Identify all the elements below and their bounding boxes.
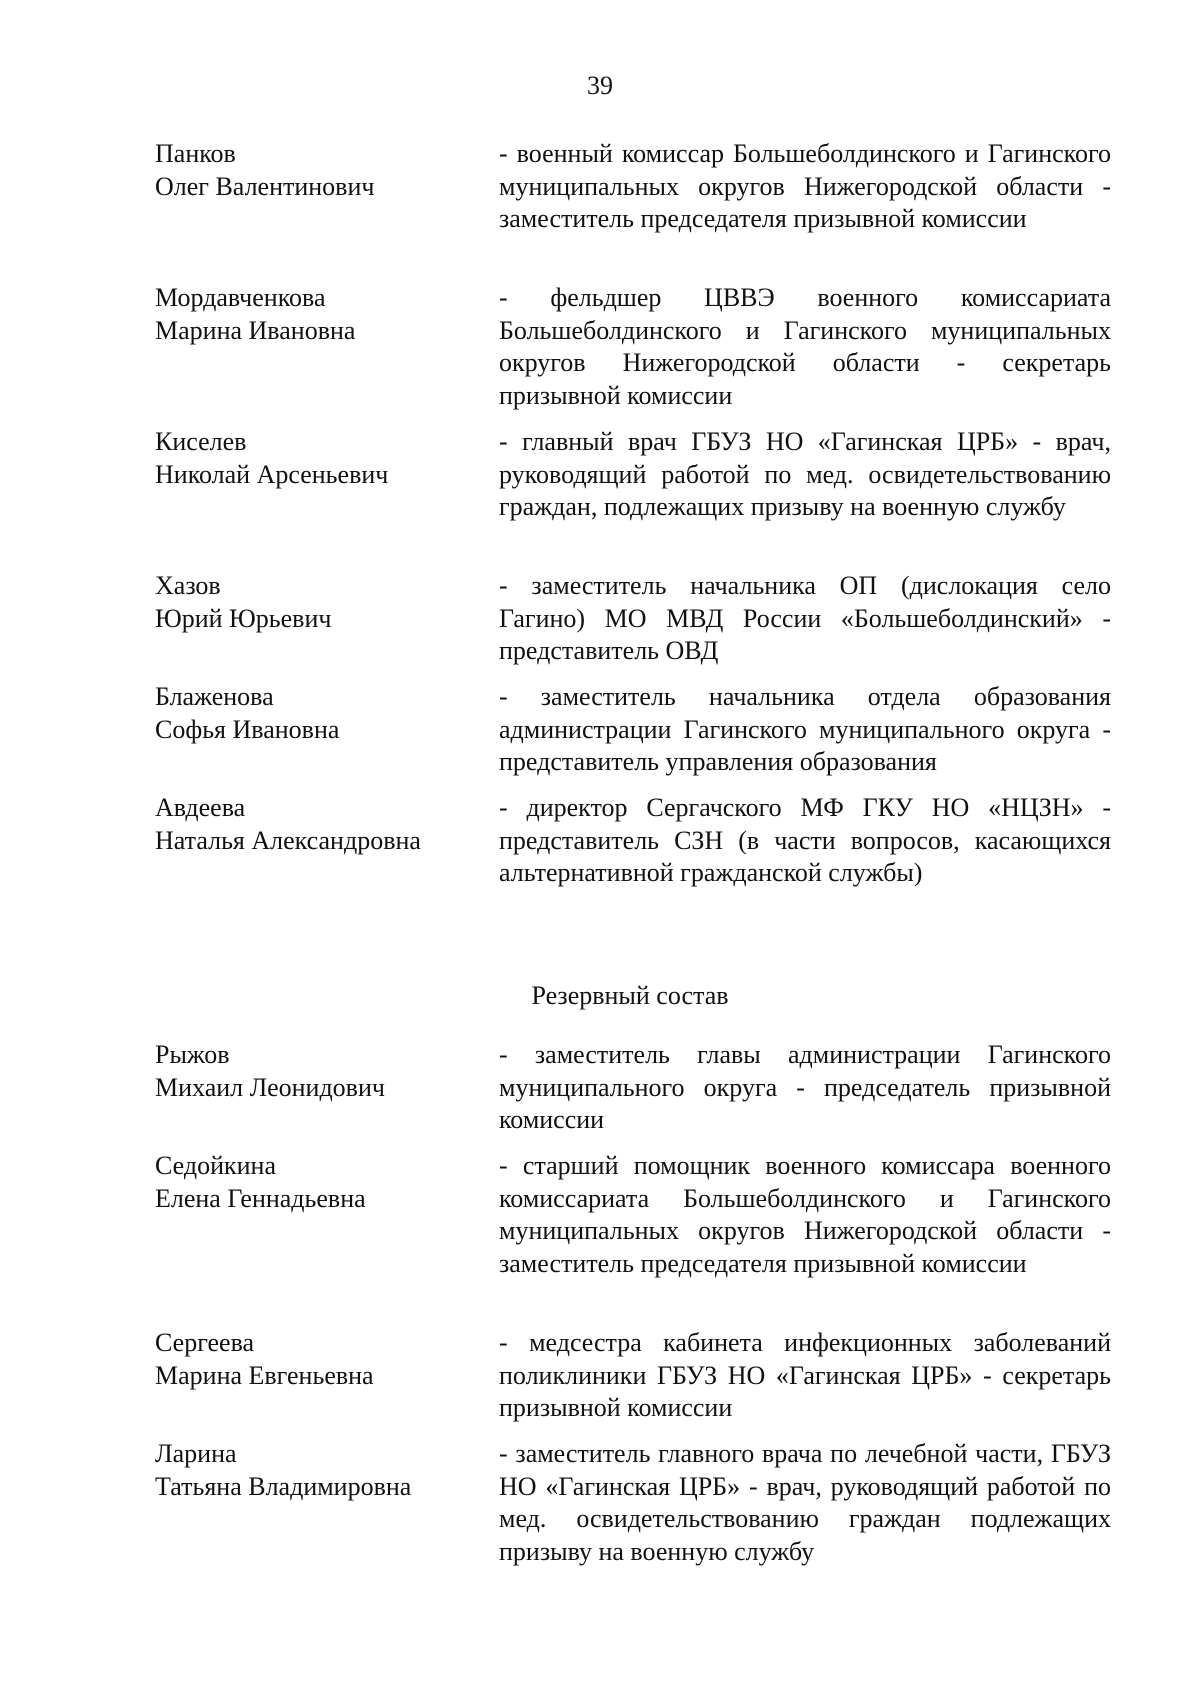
member-role: - директор Сергачского МФ ГКУ НО «НЦЗН» - представитель СЗН (в части вопросов, касающихся альтернативной гражданской службы) xyxy=(499,793,1111,887)
member-surname: Блаженова xyxy=(155,682,274,711)
member-name xyxy=(155,1438,475,1503)
member-role: - военный комиссар Большеболдинского и Гагинского муниципальных округов Нижегородской области - заместитель председателя призывной комиссии xyxy=(499,139,1111,233)
member-role: - фельдшер ЦВВЭ военного комиссариата Большеболдинского и Гагинского муниципальных округов Нижегородской области - секретарь призывной комиссии xyxy=(499,283,1111,410)
member-role: - заместитель начальника отдела образования администрации Гагинского муниципального округа - представитель управления образования xyxy=(499,682,1111,776)
member-name xyxy=(155,681,475,746)
reserve-section-heading: Резервный состав xyxy=(531,981,729,1010)
member-surname: Хазов xyxy=(155,571,221,600)
member-role: - заместитель главы администрации Гагинского муниципального округа - председатель призывной комиссии xyxy=(499,1040,1111,1134)
member-given-names: Олег Валентинович xyxy=(155,171,375,201)
member-role: - заместитель главного врача по лечебной части, ГБУЗ НО «Гагинская ЦРБ» - врач, руководящий работой по мед. освидетельствованию граждан подлежащих призыву на военную службу xyxy=(499,1439,1111,1566)
member-given-names: Юрий Юрьевич xyxy=(155,603,332,633)
member-surname: Рыжов xyxy=(155,1040,230,1069)
member-role: - медсестра кабинета инфекционных заболеваний поликлиники ГБУЗ НО «Гагинская ЦРБ» - секретарь призывной комиссии xyxy=(499,1328,1111,1422)
member-surname: Панков xyxy=(155,139,236,168)
member-role: - старший помощник военного комиссара военного комиссариата Большеболдинского и Гагинского муниципальных округов Нижегородской области - заместитель председателя призывной комиссии xyxy=(499,1151,1111,1278)
member-surname: Мордавченкова xyxy=(155,283,326,312)
member-surname: Седойкина xyxy=(155,1151,276,1180)
member-name xyxy=(155,1039,475,1104)
member-surname: Сергеева xyxy=(155,1328,255,1357)
member-given-names: Наталья Александровна xyxy=(155,825,421,855)
member-given-names: Татьяна Владимировна xyxy=(155,1471,412,1501)
member-given-names: Михаил Леонидович xyxy=(155,1072,385,1102)
member-name xyxy=(155,426,475,491)
page-number: 39 xyxy=(587,71,613,100)
member-role: - главный врач ГБУЗ НО «Гагинская ЦРБ» - врач, руководящий работой по мед. освидетельствованию граждан, подлежащих призыву на военную службу xyxy=(499,427,1111,521)
member-given-names: Елена Геннадьевна xyxy=(155,1183,366,1213)
member-name xyxy=(155,792,475,857)
member-surname: Ларина xyxy=(155,1439,237,1468)
member-role: - заместитель начальника ОП (дислокация село Гагино) МО МВД России «Большеболдинский» - представитель ОВД xyxy=(499,571,1111,665)
member-name xyxy=(155,138,475,203)
member-name xyxy=(155,1150,475,1215)
member-given-names: Марина Евгеньевна xyxy=(155,1360,374,1390)
member-name xyxy=(155,570,475,635)
member-name xyxy=(155,282,475,347)
member-given-names: Марина Ивановна xyxy=(155,315,356,345)
member-given-names: Николай Арсеньевич xyxy=(155,459,389,489)
member-name xyxy=(155,1327,475,1392)
member-surname: Киселев xyxy=(155,427,247,456)
member-surname: Авдеева xyxy=(155,793,246,822)
member-given-names: Софья Ивановна xyxy=(155,714,340,744)
